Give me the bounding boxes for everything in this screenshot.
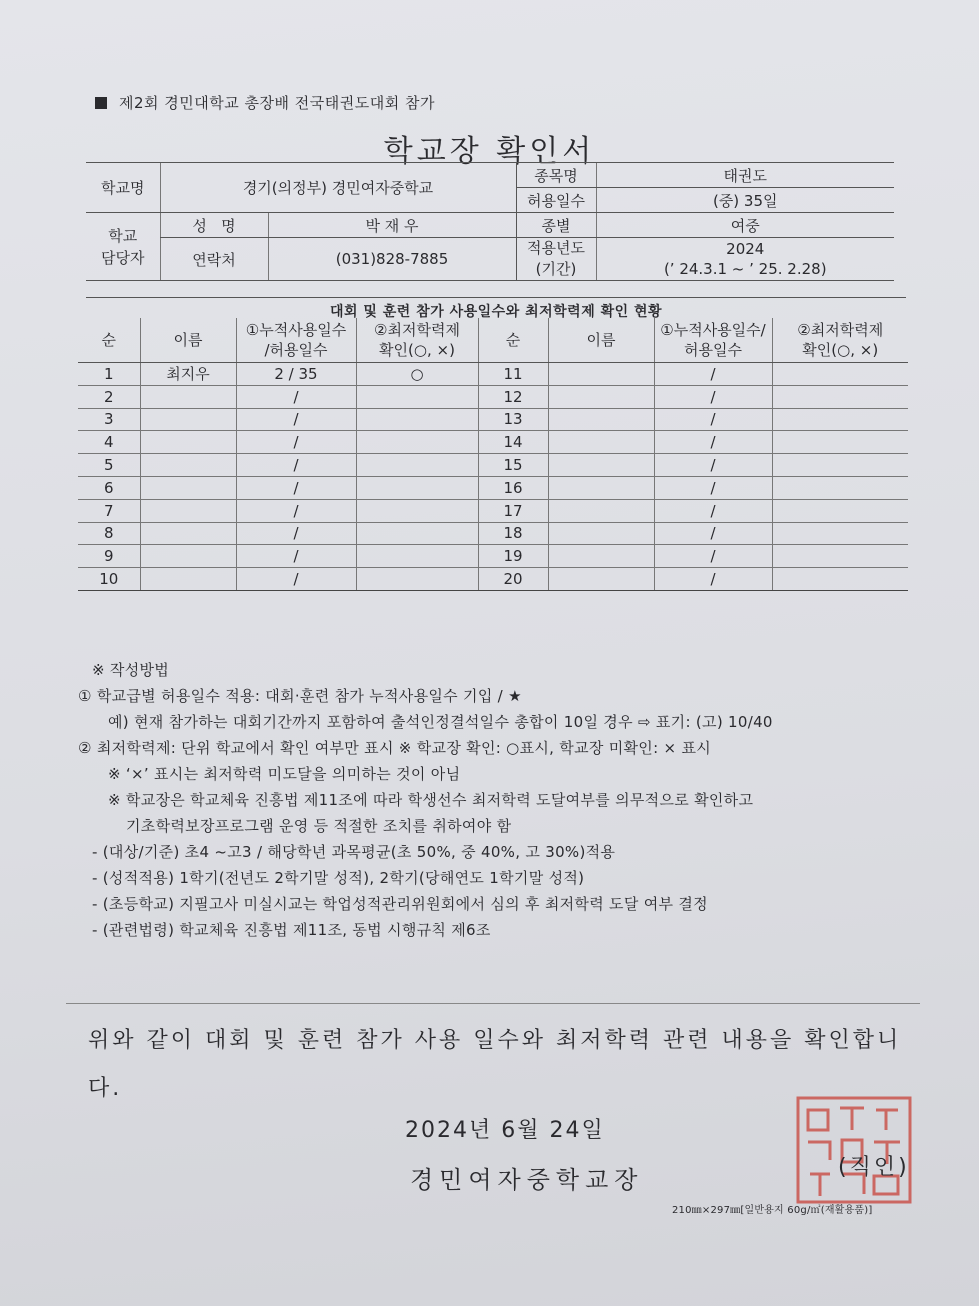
- right-no-cell: 20: [478, 568, 548, 591]
- left-name-cell: 최지우: [140, 363, 236, 386]
- left-name-cell: [140, 545, 236, 568]
- left-check-cell: [356, 385, 478, 408]
- closing-statement: 위와 같이 대회 및 훈련 참가 사용 일수와 최저학력 관련 내용을 확인합니다.: [88, 1028, 902, 1101]
- sport-label: 종목명: [516, 163, 596, 188]
- right-name-cell: [548, 499, 654, 522]
- name-label: 성 명: [160, 213, 268, 238]
- table-row: [78, 545, 908, 568]
- left-name-cell: [140, 454, 236, 477]
- right-days-cell: /: [654, 568, 772, 591]
- right-days-cell: /: [654, 545, 772, 568]
- table-row: [78, 363, 908, 386]
- col-name-header-right: 이름: [548, 318, 654, 363]
- contact-label: 연락처: [160, 238, 268, 281]
- notes-heading: ※ 작성방법: [92, 661, 170, 679]
- right-no-cell: 15: [478, 454, 548, 477]
- divider: [66, 1003, 920, 1004]
- left-check-cell: [356, 408, 478, 431]
- note-line-7: - (대상/기준) 초4 ~고3 / 해당학년 과목평균(초 50%, 중 40%, 고 30%)적용: [92, 843, 616, 861]
- left-name-cell: [140, 431, 236, 454]
- note-line-4: ※ ‘×’ 표시는 최저학력 미도달을 의미하는 것이 아님: [108, 765, 461, 783]
- left-check-cell: [356, 499, 478, 522]
- right-check-cell: [772, 568, 908, 591]
- note-line-6: 기초학력보장프로그램 운영 등 적절한 조치를 취하여야 함: [126, 817, 512, 835]
- left-days-cell: /: [236, 431, 356, 454]
- sport-value: 태권도: [596, 163, 894, 188]
- issue-date: 2024년 6월 24일: [405, 1118, 605, 1143]
- left-no-cell: 3: [78, 408, 140, 431]
- left-no-cell: 4: [78, 431, 140, 454]
- left-days-cell: /: [236, 568, 356, 591]
- table-row: [78, 408, 908, 431]
- right-name-cell: [548, 431, 654, 454]
- right-name-cell: [548, 363, 654, 386]
- right-no-cell: 17: [478, 499, 548, 522]
- left-days-cell: /: [236, 499, 356, 522]
- square-bullet-icon: [95, 97, 107, 109]
- right-check-cell: [772, 454, 908, 477]
- right-check-cell: [772, 499, 908, 522]
- right-days-cell: /: [654, 454, 772, 477]
- contact-value: (031)828-7885: [268, 238, 516, 281]
- right-no-cell: 19: [478, 545, 548, 568]
- right-name-cell: [548, 385, 654, 408]
- left-no-cell: 7: [78, 499, 140, 522]
- right-name-cell: [548, 522, 654, 545]
- left-no-cell: 5: [78, 454, 140, 477]
- right-check-cell: [772, 408, 908, 431]
- manager-label: 학교 담당자: [86, 213, 160, 281]
- table-row: [78, 476, 908, 499]
- paper-spec: 210㎜×297㎜[일반용지 60g/㎡(재활용품)]: [672, 1205, 873, 1216]
- right-days-cell: /: [654, 431, 772, 454]
- right-check-cell: [772, 545, 908, 568]
- right-check-cell: [772, 385, 908, 408]
- left-name-cell: [140, 568, 236, 591]
- right-check-cell: [772, 476, 908, 499]
- note-line-3: ② 최저학력제: 단위 학교에서 확인 여부만 표시 ※ 학교장 확인: ○표시, 학교장 미확인: × 표시: [78, 739, 712, 757]
- event-name: 제2회 경민대학교 총장배 전국태권도대회 참가: [119, 94, 435, 112]
- left-no-cell: 9: [78, 545, 140, 568]
- left-name-cell: [140, 522, 236, 545]
- right-no-cell: 12: [478, 385, 548, 408]
- left-name-cell: [140, 385, 236, 408]
- right-days-cell: /: [654, 408, 772, 431]
- right-no-cell: 16: [478, 476, 548, 499]
- school-label: 학교명: [86, 163, 160, 213]
- col-check-header: ②최저학력제 확인(○, ×): [356, 318, 478, 363]
- year-label: 적용년도 (기간): [516, 238, 596, 281]
- allowed-days-value: (중) 35일: [596, 188, 894, 213]
- year-value: 2024: [726, 240, 765, 258]
- right-no-cell: 13: [478, 408, 548, 431]
- left-no-cell: 8: [78, 522, 140, 545]
- left-no-cell: 2: [78, 385, 140, 408]
- right-days-cell: /: [654, 363, 772, 386]
- left-days-cell: /: [236, 522, 356, 545]
- right-days-cell: /: [654, 522, 772, 545]
- table-row: [78, 454, 908, 477]
- left-days-cell: /: [236, 545, 356, 568]
- athlete-table: [78, 318, 908, 591]
- event-header: [95, 92, 435, 113]
- left-check-cell: [356, 454, 478, 477]
- right-days-cell: /: [654, 385, 772, 408]
- left-check-cell: [356, 568, 478, 591]
- left-days-cell: 2 / 35: [236, 363, 356, 386]
- right-name-cell: [548, 568, 654, 591]
- right-days-cell: /: [654, 476, 772, 499]
- col-name-header: 이름: [140, 318, 236, 363]
- school-info-table: [86, 162, 894, 281]
- left-days-cell: /: [236, 476, 356, 499]
- note-line-9: - (초등학교) 지필고사 미실시교는 학업성적관리위원회에서 심의 후 최저학력 도달 여부 결정: [92, 895, 708, 913]
- table-row: [78, 568, 908, 591]
- name-value: 박 재 우: [268, 213, 516, 238]
- principal-title: 경민여자중학교장: [410, 1166, 644, 1194]
- note-line-8: - (성적적용) 1학기(전년도 2학기말 성적), 2학기(당해연도 1학기말 성적): [92, 869, 585, 887]
- table-row: [78, 431, 908, 454]
- left-check-cell: [356, 545, 478, 568]
- right-days-cell: /: [654, 499, 772, 522]
- right-name-cell: [548, 545, 654, 568]
- left-no-cell: 6: [78, 476, 140, 499]
- note-line-1: ① 학교급별 허용일수 적용: 대회·훈련 참가 누적사용일수 기입 / ★: [78, 687, 522, 705]
- col-days-header-right: ①누적사용일수/ 허용일수: [654, 318, 772, 363]
- left-no-cell: 10: [78, 568, 140, 591]
- left-name-cell: [140, 408, 236, 431]
- note-line-5: ※ 학교장은 학교체육 진흥법 제11조에 따라 학생선수 최저학력 도달여부를 의무적으로 확인하고: [108, 791, 754, 809]
- right-no-cell: 14: [478, 431, 548, 454]
- col-no-header: 순: [78, 318, 140, 363]
- left-check-cell: [356, 431, 478, 454]
- table-row: [78, 385, 908, 408]
- left-name-cell: [140, 499, 236, 522]
- right-name-cell: [548, 408, 654, 431]
- col-no-header-right: 순: [478, 318, 548, 363]
- left-check-cell: ○: [356, 363, 478, 386]
- note-line-2: 예) 현재 참가하는 대회기간까지 포함하여 출석인정결석일수 총합이 10일 경우 ⇨ 표기: (고) 10/40: [108, 713, 773, 731]
- note-line-10: - (관련법령) 학교체육 진흥법 제11조, 동법 시행규칙 제6조: [92, 921, 491, 939]
- right-no-cell: 11: [478, 363, 548, 386]
- col-check-header-right: ②최저학력제 확인(○, ×): [772, 318, 908, 363]
- col-days-header: ①누적사용일수 /허용일수: [236, 318, 356, 363]
- gender-value: 여중: [596, 213, 894, 238]
- right-check-cell: [772, 363, 908, 386]
- left-check-cell: [356, 522, 478, 545]
- table-row: [78, 522, 908, 545]
- right-check-cell: [772, 522, 908, 545]
- left-days-cell: /: [236, 454, 356, 477]
- gender-label: 종별: [516, 213, 596, 238]
- left-name-cell: [140, 476, 236, 499]
- table-header-row: [78, 318, 908, 363]
- right-no-cell: 18: [478, 522, 548, 545]
- right-name-cell: [548, 476, 654, 499]
- section-title: 대회 및 훈련 참가 사용일수와 최저학력제 확인 현황: [86, 297, 906, 321]
- instructions: [78, 657, 918, 943]
- allowed-days-label: 허용일수: [516, 188, 596, 213]
- table-row: [78, 499, 908, 522]
- left-days-cell: /: [236, 408, 356, 431]
- year-cell: [596, 238, 894, 281]
- school-value: 경기(의정부) 경민여자중학교: [160, 163, 516, 213]
- left-no-cell: 1: [78, 363, 140, 386]
- right-check-cell: [772, 431, 908, 454]
- period-value: (’ 24.3.1 ~ ’ 25. 2.28): [663, 260, 827, 278]
- left-check-cell: [356, 476, 478, 499]
- document-title: 학교장 확인서: [383, 134, 596, 169]
- seal-note: (직인): [838, 1155, 910, 1180]
- left-days-cell: /: [236, 385, 356, 408]
- right-name-cell: [548, 454, 654, 477]
